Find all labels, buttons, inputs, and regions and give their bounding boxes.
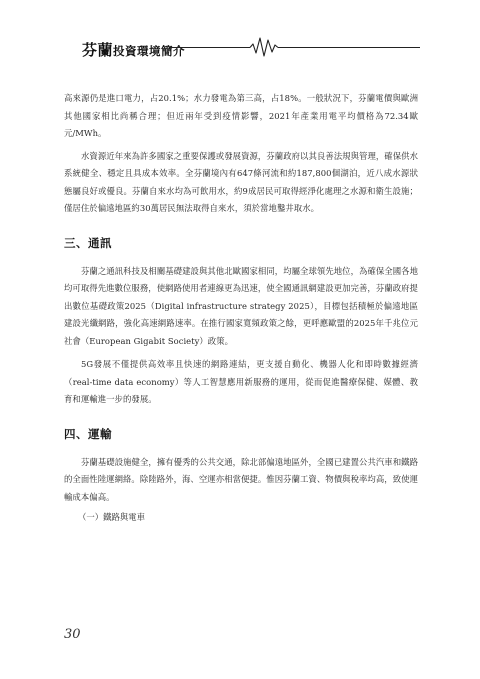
section-heading-telecom: 三、通訊 (64, 235, 112, 250)
header-rule-waveform (0, 0, 480, 70)
paragraph-water-resources: 水資源近年來為許多國家之重要保護或發展資源，芬蘭政府以其良善法規與管理，確保供水系統健全、穩定且具成本效率。全芬蘭境內有647條河流和約187,800個湖泊，近八成水源狀態屬良好或優良。芬蘭自來水均為可飲用水，約9成居民可取得經淨化處理之水源和衛生設施；僅居住於偏遠地區約30萬居民無法取得自來水，須於當地鑿井取水。 (64, 150, 418, 213)
header-title-country: 芬蘭 (82, 41, 114, 59)
subsection-heading-rail: （一）鐵路與電車 (78, 512, 145, 522)
page-header (0, 0, 480, 70)
paragraph-electricity-prices: 高來源仍是進口電力，占20.1%；水力發電為第三高，占18%。一般狀況下，芬蘭電價與歐洲其他國家相比尚稱合理；但近兩年受到疫情影響，2021年產業用電平均價格為72.34歐元/MWh。 (64, 93, 418, 138)
paragraph-telecom-infrastructure: 芬蘭之通訊科技及相關基礎建設與其他北歐國家相同，均屬全球領先地位，為確保全國各地均可取得先進數位服務，使網路使用者連線更為迅速，使全國通訊網建設更加完善，芬蘭政府提出數位基礎政策2025（Digital infrastructure strategy 2025），目標包括積極於偏遠地區建設光纖網路，強化高速網路速率。在推行國家寬頻政策之餘，更呼應歐盟的2025年千兆位元社會（European Gigabit Society）政策。 (64, 265, 418, 346)
header-title-subtitle: 投資環境簡介 (113, 44, 186, 58)
page-body (64, 90, 418, 527)
paragraph-transport-overview: 芬蘭基礎設施健全，擁有優秀的公共交通，除北部偏遠地區外，全國已建置公共汽車和鐵路的全面性陸運網絡。除陸路外，海、空運亦相當便捷。惟因芬蘭工資、物價與稅率均高，致使運輸成本偏高。 (64, 456, 418, 502)
page-number: 30 (64, 627, 81, 642)
section-heading-transport: 四、運輸 (64, 426, 112, 441)
paragraph-5g-development: 5G發展不僅提供高效率且快速的網路連結，更支援自動化、機器人化和即時數據經濟（real-time data economy）等人工智慧應用新服務的運用，從而促進醫療保健、媒體、教育和運輸進一步的發展。 (64, 359, 418, 404)
